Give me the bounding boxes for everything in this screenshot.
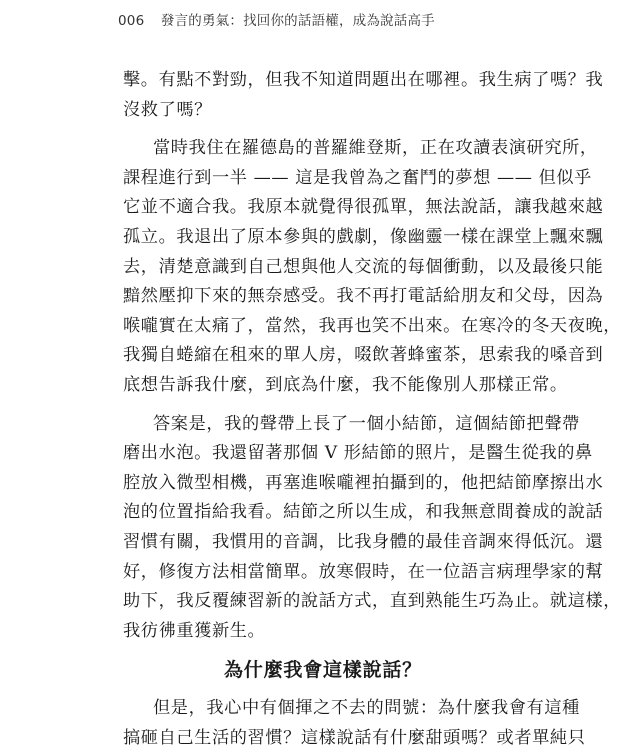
section-heading: 為什麼我會這樣說話？: [223, 659, 422, 682]
page-number: 006: [118, 13, 145, 29]
text-line: 課程進行到一半 —— 這是我曾為之奮鬥的夢想 —— 但似乎: [123, 167, 592, 188]
paragraph: [123, 134, 622, 400]
text-line: 擊。有點不對勁，但我不知道問題出在哪裡。我生病了嗎？我: [123, 70, 604, 90]
text-line: 搞砸自己生活的習慣？這樣說話有什麼甜頭嗎？或者單純只: [123, 727, 586, 748]
text-line: 底想告訴我什麼，到底為什麼，我不能像別人那樣正常。: [123, 374, 568, 395]
text-line: 喉嚨實在太痛了，當然，我再也笑不出來。在寒冷的冬天夜晚，: [123, 315, 622, 336]
body-text: [123, 66, 622, 753]
text-line: 但是，我心中有個揮之不去的問號：為什麼我會有這種: [153, 698, 580, 719]
paragraph: [123, 410, 622, 647]
text-line: 我獨自蜷縮在租來的單人房，啜飲著蜂蜜茶，思索我的嗓音到: [123, 345, 604, 366]
running-header: [118, 9, 435, 29]
text-line: 黯然壓抑下來的無奈感受。我不再打電話給朋友和父母，因為: [123, 286, 604, 307]
text-line: 它並不適合我。我原本就覺得很孤單，無法說話，讓我越來越: [123, 197, 604, 218]
text-line: 當時我住在羅德島的普羅維登斯，正在攻讀表演研究所，: [153, 138, 598, 159]
text-line: 我彷彿重獲新生。: [123, 620, 266, 641]
paragraph: [123, 66, 604, 125]
text-line: 磨出水泡。我還留著那個 V 形結節的照片，是醫生從我的鼻: [123, 443, 593, 464]
text-line: 去，清楚意識到自己想與他人交流的每個衝動，以及最後只能: [123, 256, 604, 277]
text-line: 好，修復方法相當簡單。放寒假時，在一位語言病理學家的幫: [123, 561, 604, 582]
text-line: 泡的位置指給我看。結節之所以生成，和我無意間養成的說話: [123, 502, 604, 523]
text-line: 答案是，我的聲帶上長了一個小結節，這個結節把聲帶: [153, 413, 580, 434]
text-line: 腔放入微型相機，再塞進喉嚨裡拍攝到的，他把結節摩擦出水: [123, 472, 604, 493]
text-line: 助下，我反覆練習新的說話方式，直到熟能生巧為止。就這樣，: [123, 591, 622, 612]
text-line: 沒救了嗎？: [123, 99, 212, 120]
text-line: 習慣有關，我慣用的音調，比我身體的最佳音調來得低沉。還: [123, 531, 604, 552]
chapter-title: 發言的勇氣：找回你的話語權，成為說話高手: [160, 13, 435, 29]
paragraph: [123, 694, 586, 753]
text-line: 孤立。我退出了原本參與的戲劇，像幽靈一樣在課堂上飄來飄: [123, 226, 604, 247]
